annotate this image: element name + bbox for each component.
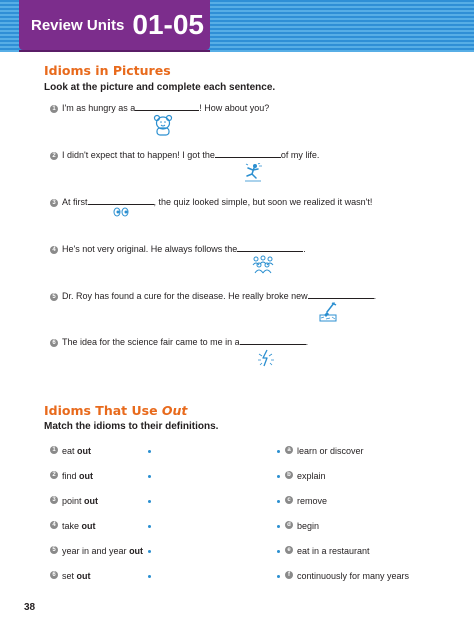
definition-text: begin: [297, 521, 320, 531]
shocked-person-icon: [243, 163, 263, 183]
item-number: 1: [50, 446, 58, 454]
item-text-before: Dr. Roy has found a cure for the disease. He really broke new: [62, 291, 308, 301]
answer-blank-3[interactable]: [88, 197, 154, 205]
item-number: 2: [50, 471, 58, 479]
match-dot-right-d[interactable]: [277, 525, 280, 528]
item-letter: a: [285, 446, 293, 454]
heading-italic: Out: [161, 403, 188, 418]
definition-item-f: [285, 571, 409, 581]
match-dot-left-2[interactable]: [148, 475, 151, 478]
match-dot-right-e[interactable]: [277, 550, 280, 553]
idiom-particle: out: [76, 571, 91, 581]
idiom-item-1: [50, 446, 91, 456]
match-dot-right-b[interactable]: [277, 475, 280, 478]
match-dot-left-3[interactable]: [148, 500, 151, 503]
match-dot-right-f[interactable]: [277, 575, 280, 578]
item-number: 5: [50, 546, 58, 554]
section2-instruction: Match the idioms to their definitions.: [44, 421, 219, 432]
definition-text: continuously for many years: [297, 571, 410, 581]
item-text-before: At first: [62, 197, 88, 207]
definition-item-e: [285, 546, 370, 556]
definition-text: learn or discover: [297, 446, 364, 456]
answer-blank-4[interactable]: [237, 244, 303, 252]
item-number: 3: [50, 199, 58, 207]
item-number: 5: [50, 293, 58, 301]
page-number: 38: [24, 602, 36, 613]
shovel-ground-icon: [318, 302, 338, 322]
definition-text: explain: [297, 471, 326, 481]
definition-text: remove: [297, 496, 328, 506]
item-text-before: He's not very original. He always follows the: [62, 244, 238, 254]
answer-blank-1[interactable]: [135, 103, 199, 111]
item-text-after: .: [373, 291, 377, 301]
exercise-item-6: [50, 337, 308, 348]
item-number: 2: [50, 152, 58, 160]
item-number: 3: [50, 496, 58, 504]
exercise-item-4: [50, 244, 306, 255]
item-text-before: I'm as hungry as a: [62, 103, 136, 113]
item-text-after: of my life.: [280, 150, 320, 160]
item-letter: f: [285, 571, 293, 579]
item-text-before: I didn't expect that to happen! I got the: [62, 150, 215, 160]
idiom-particle: out: [77, 446, 92, 456]
item-text-after: ! How about you?: [199, 103, 270, 113]
item-letter: d: [285, 521, 293, 529]
section-heading-idioms-that-use-out: [44, 403, 187, 418]
lightning-flash-icon: [256, 348, 276, 368]
answer-blank-5[interactable]: [308, 291, 374, 299]
match-dot-right-c[interactable]: [277, 500, 280, 503]
item-letter: b: [285, 471, 293, 479]
match-dot-left-4[interactable]: [148, 525, 151, 528]
idiom-verb: point: [62, 496, 82, 506]
exercise-item-2: [50, 150, 319, 161]
title-big: 01-05: [132, 9, 204, 40]
item-number: 1: [50, 105, 58, 113]
idiom-verb: find: [62, 471, 77, 481]
item-text-after: .: [303, 244, 306, 254]
unit-title-tab: [19, 0, 210, 50]
idiom-item-2: [50, 471, 93, 481]
idiom-verb: take: [62, 521, 80, 531]
idiom-particle: out: [84, 496, 99, 506]
item-letter: e: [285, 546, 293, 554]
match-dot-left-5[interactable]: [148, 550, 151, 553]
definition-item-c: [285, 496, 327, 506]
idiom-verb: set: [62, 571, 75, 581]
section1-instruction: Look at the picture and complete each sentence.: [44, 82, 276, 93]
item-number: 4: [50, 246, 58, 254]
idiom-item-4: [50, 521, 96, 531]
match-dot-left-6[interactable]: [148, 575, 151, 578]
exercise-item-3: [50, 197, 372, 208]
definition-text: eat in a restaurant: [297, 546, 370, 556]
idiom-verb: year in and year: [62, 546, 127, 556]
item-number: 6: [50, 339, 58, 347]
match-dot-right-a[interactable]: [277, 450, 280, 453]
item-text-after: .: [305, 337, 309, 347]
item-text-after: , the quiz looked simple, but soon we realized it wasn't!: [153, 197, 373, 207]
definition-item-d: [285, 521, 319, 531]
bear-icon: [153, 114, 173, 136]
heading-plain: Idioms That Use: [44, 403, 162, 418]
title-small: Review Units: [31, 16, 125, 34]
idiom-particle: out: [129, 546, 144, 556]
answer-blank-2[interactable]: [215, 150, 281, 158]
definition-item-a: [285, 446, 364, 456]
match-dot-left-1[interactable]: [148, 450, 151, 453]
item-text-before: The idea for the science fair came to me in a: [62, 337, 240, 347]
idiom-particle: out: [79, 471, 94, 481]
item-number: 6: [50, 571, 58, 579]
idiom-verb: eat: [62, 446, 75, 456]
exercise-item-1: [50, 103, 269, 114]
answer-blank-6[interactable]: [240, 337, 306, 345]
definition-item-b: [285, 471, 326, 481]
idiom-item-6: [50, 571, 91, 581]
item-letter: c: [285, 496, 293, 504]
crowd-icon: [252, 255, 274, 275]
idiom-particle: out: [81, 521, 96, 531]
item-number: 4: [50, 521, 58, 529]
exercise-item-5: [50, 291, 376, 302]
idiom-item-5: [50, 546, 143, 556]
idiom-item-3: [50, 496, 98, 506]
section-heading-idioms-in-pictures: Idioms in Pictures: [44, 63, 171, 78]
eyes-icon: [113, 207, 129, 217]
